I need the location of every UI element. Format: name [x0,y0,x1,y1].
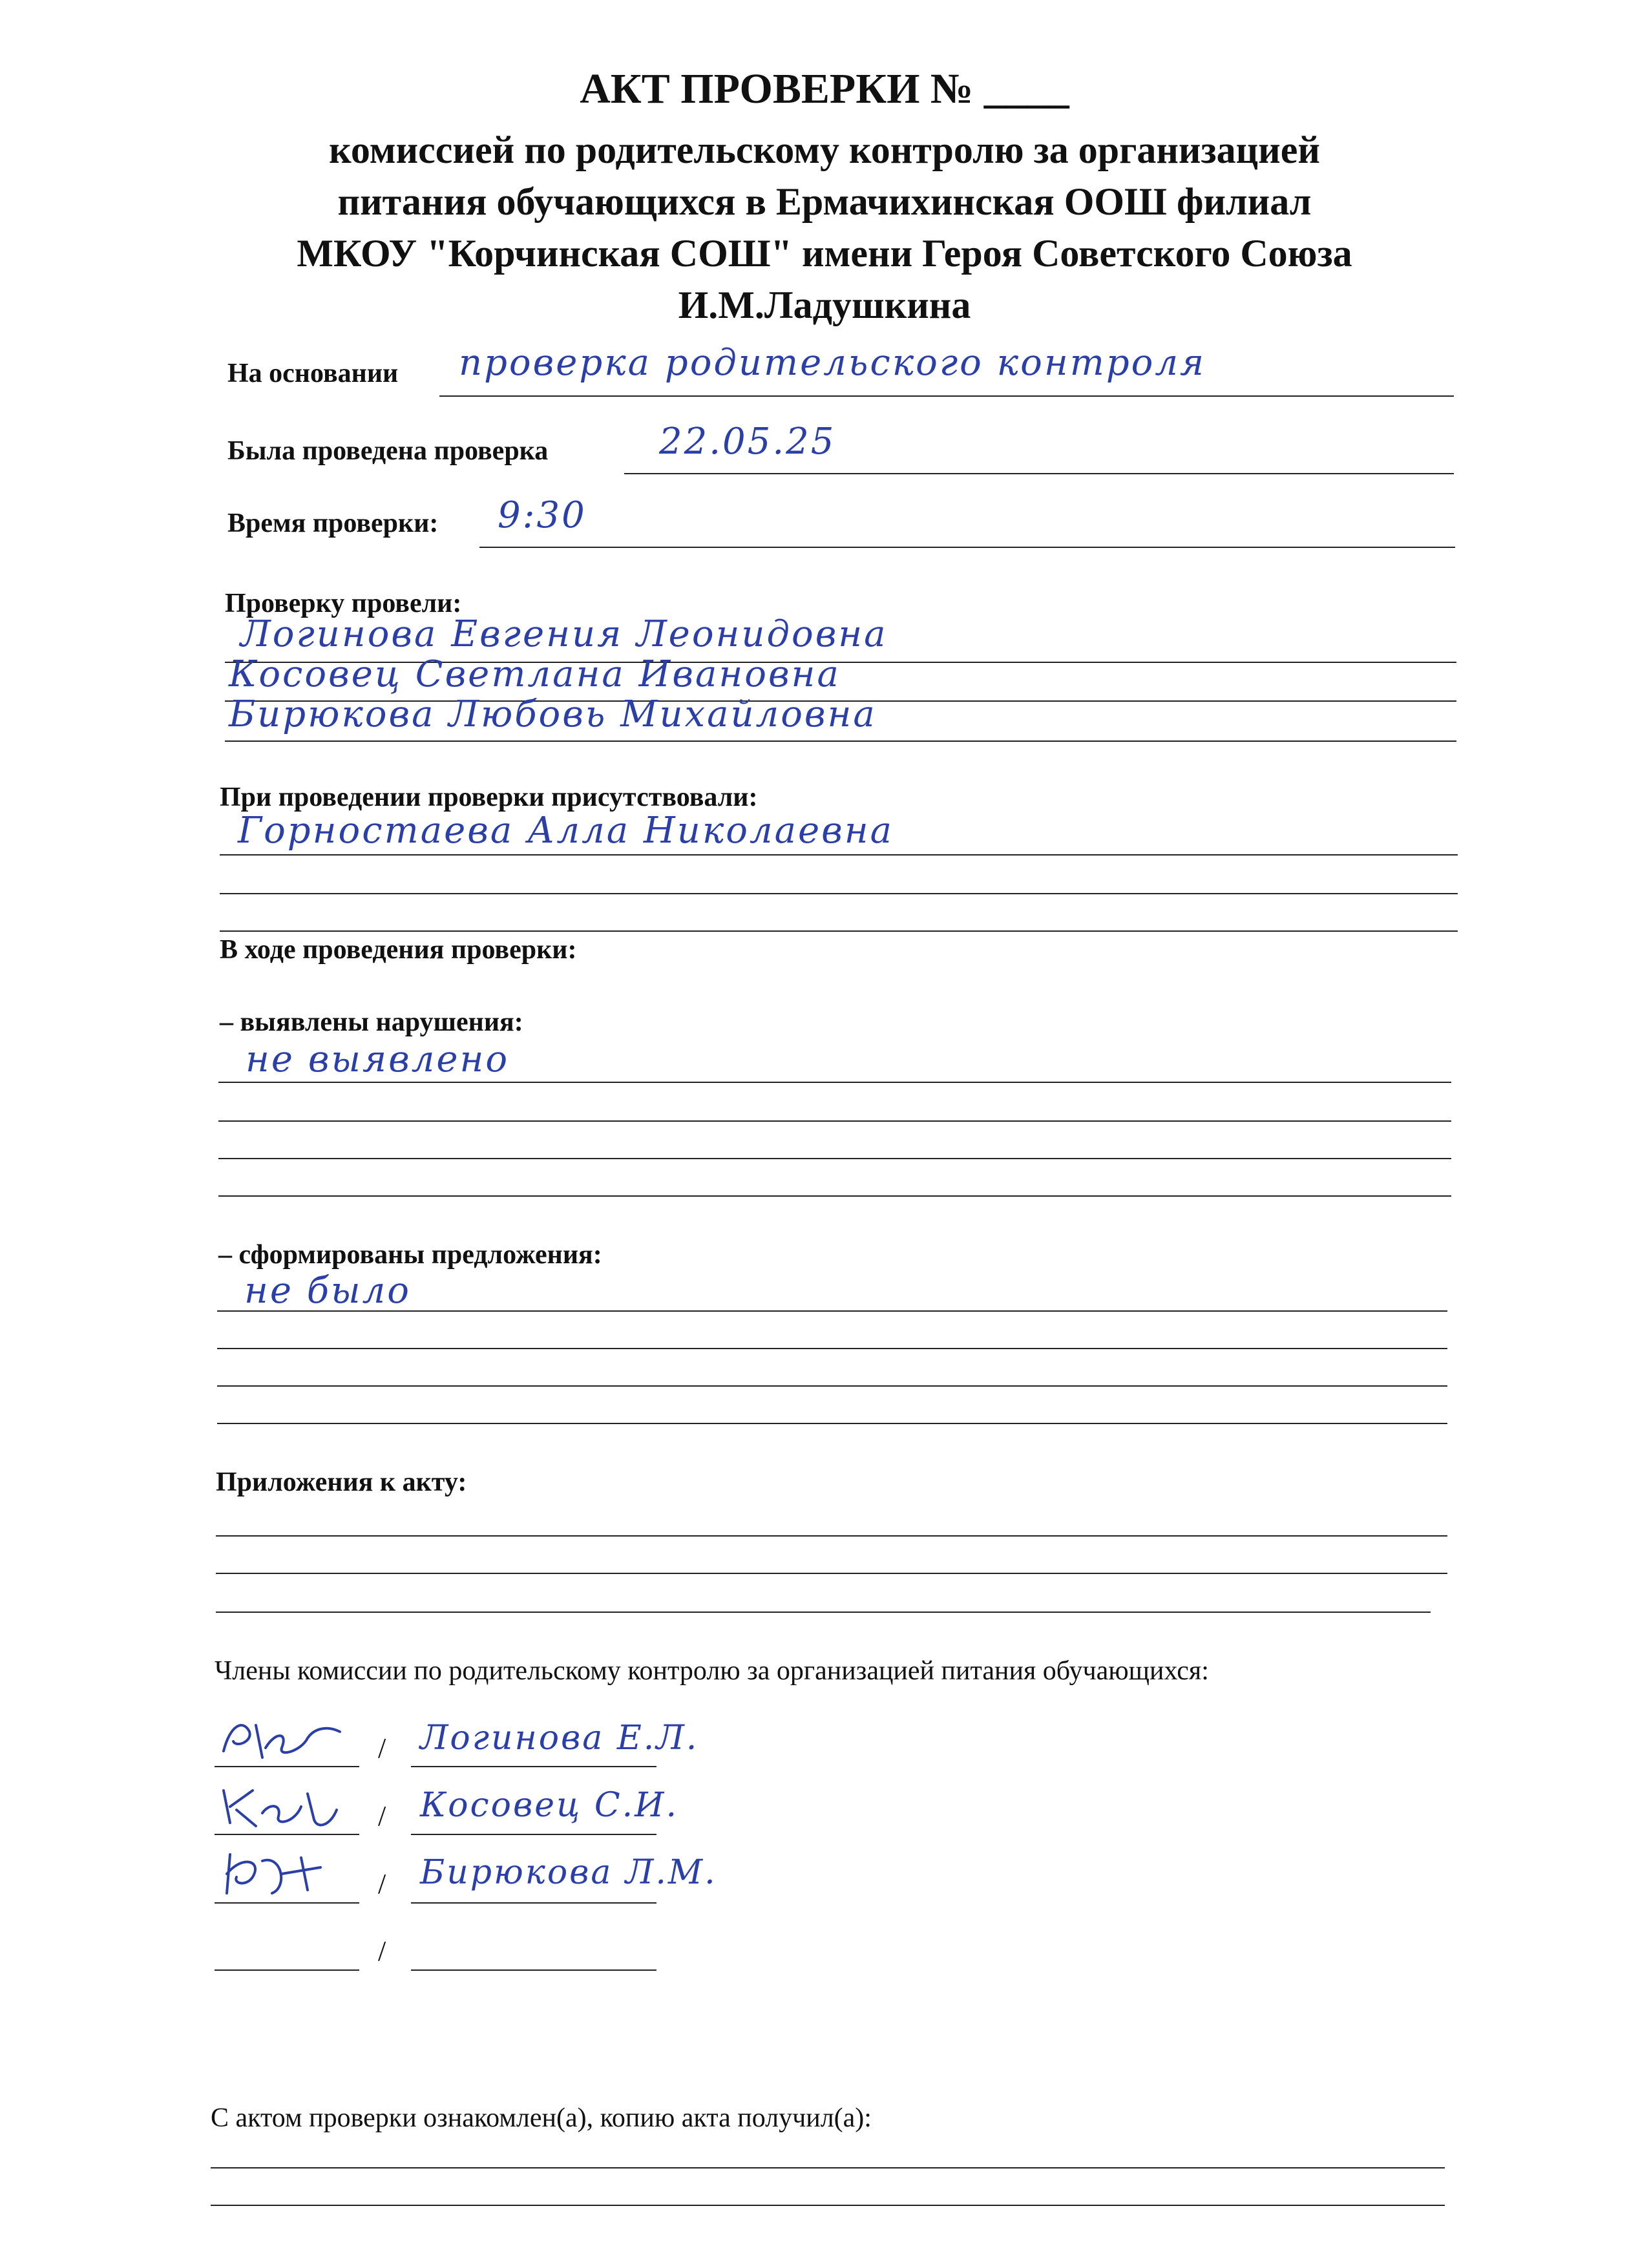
signature-scribble [217,1848,346,1900]
basis-value: проверка родительского контроля [459,342,1206,384]
attendees-label: При проведении проверки присутствовали: [220,782,758,812]
subtitle-line-4: И.М.Ладушкина [678,284,971,326]
signature-underline [215,1969,359,1971]
violations-value: не выявлено [246,1038,510,1080]
signature-underline [215,1902,359,1904]
member-name: Бирюкова Л.М. [420,1853,717,1892]
inspector-name: Логинова Евгения Леонидовна [240,613,888,655]
proposals-underline [217,1348,1447,1349]
violations-label: – выявлены нарушения: [220,1007,523,1037]
subtitle-line-2: питания обучающихся в Ермачихинская ООШ филиал [337,180,1312,223]
attendee-underline [220,893,1458,894]
separator-slash: / [378,1800,386,1832]
signature-scribble [217,1781,346,1832]
appendix-label: Приложения к акту: [216,1467,467,1497]
signature-underline [215,1834,359,1835]
appendix-underline [216,1612,1431,1613]
appendix-underline [216,1535,1447,1537]
proposals-underline [217,1423,1447,1424]
results-heading: В ходе проведения проверки: [220,935,577,965]
acknowledgement-label: С актом проверки ознакомлен(а), копию акта получил(а): [211,2103,872,2133]
signature-scribble [217,1712,346,1764]
acknowledgement-underline [211,2167,1445,2168]
time-underline [479,547,1455,548]
proposals-label: – сформированы предложения: [218,1240,602,1270]
appendix-underline [216,1573,1447,1574]
member-underline [411,1834,656,1835]
document-title: АКТ ПРОВЕРКИ № ____ [580,65,1069,112]
date-label: Была проведена проверка [227,436,549,466]
attendee-underline [220,930,1458,932]
violations-underline [218,1082,1451,1083]
proposals-underline [217,1310,1447,1312]
date-underline [624,473,1454,474]
separator-slash: / [378,1935,386,1967]
inspector-underline [225,740,1456,742]
acknowledgement-underline [211,2205,1445,2206]
time-label: Время проверки: [227,509,439,538]
member-name: Логинова Е.Л. [420,1719,699,1758]
member-underline [411,1766,656,1767]
violations-underline [218,1120,1451,1122]
separator-slash: / [378,1732,386,1764]
inspector-name: Бирюкова Любовь Михайловна [229,693,877,735]
date-value: 22.05.25 [659,421,836,463]
basis-underline [439,395,1454,397]
commission-label: Члены комиссии по родительскому контролю за организацией питания обучающихся: [215,1656,1209,1686]
member-name: Косовец С.И. [420,1786,679,1825]
basis-label: На основании [227,359,399,388]
subtitle-line-3: МКОУ "Корчинская СОШ" имени Героя Советского Союза [297,232,1352,275]
violations-underline [218,1158,1451,1159]
proposals-underline [217,1385,1447,1387]
inspectors-label: Проверку провели: [225,589,462,618]
separator-slash: / [378,1868,386,1900]
inspector-name: Косовец Светлана Ивановна [229,653,841,695]
member-underline [411,1969,656,1971]
member-underline [411,1902,656,1904]
signature-underline [215,1766,359,1767]
time-value: 9:30 [498,494,587,536]
attendee-underline [220,854,1458,856]
proposals-value: не было [244,1270,411,1312]
attendee-name: Горностаева Алла Николаевна [238,810,894,852]
violations-underline [218,1195,1451,1197]
subtitle-line-1: комиссией по родительскому контролю за организацией [329,129,1320,171]
